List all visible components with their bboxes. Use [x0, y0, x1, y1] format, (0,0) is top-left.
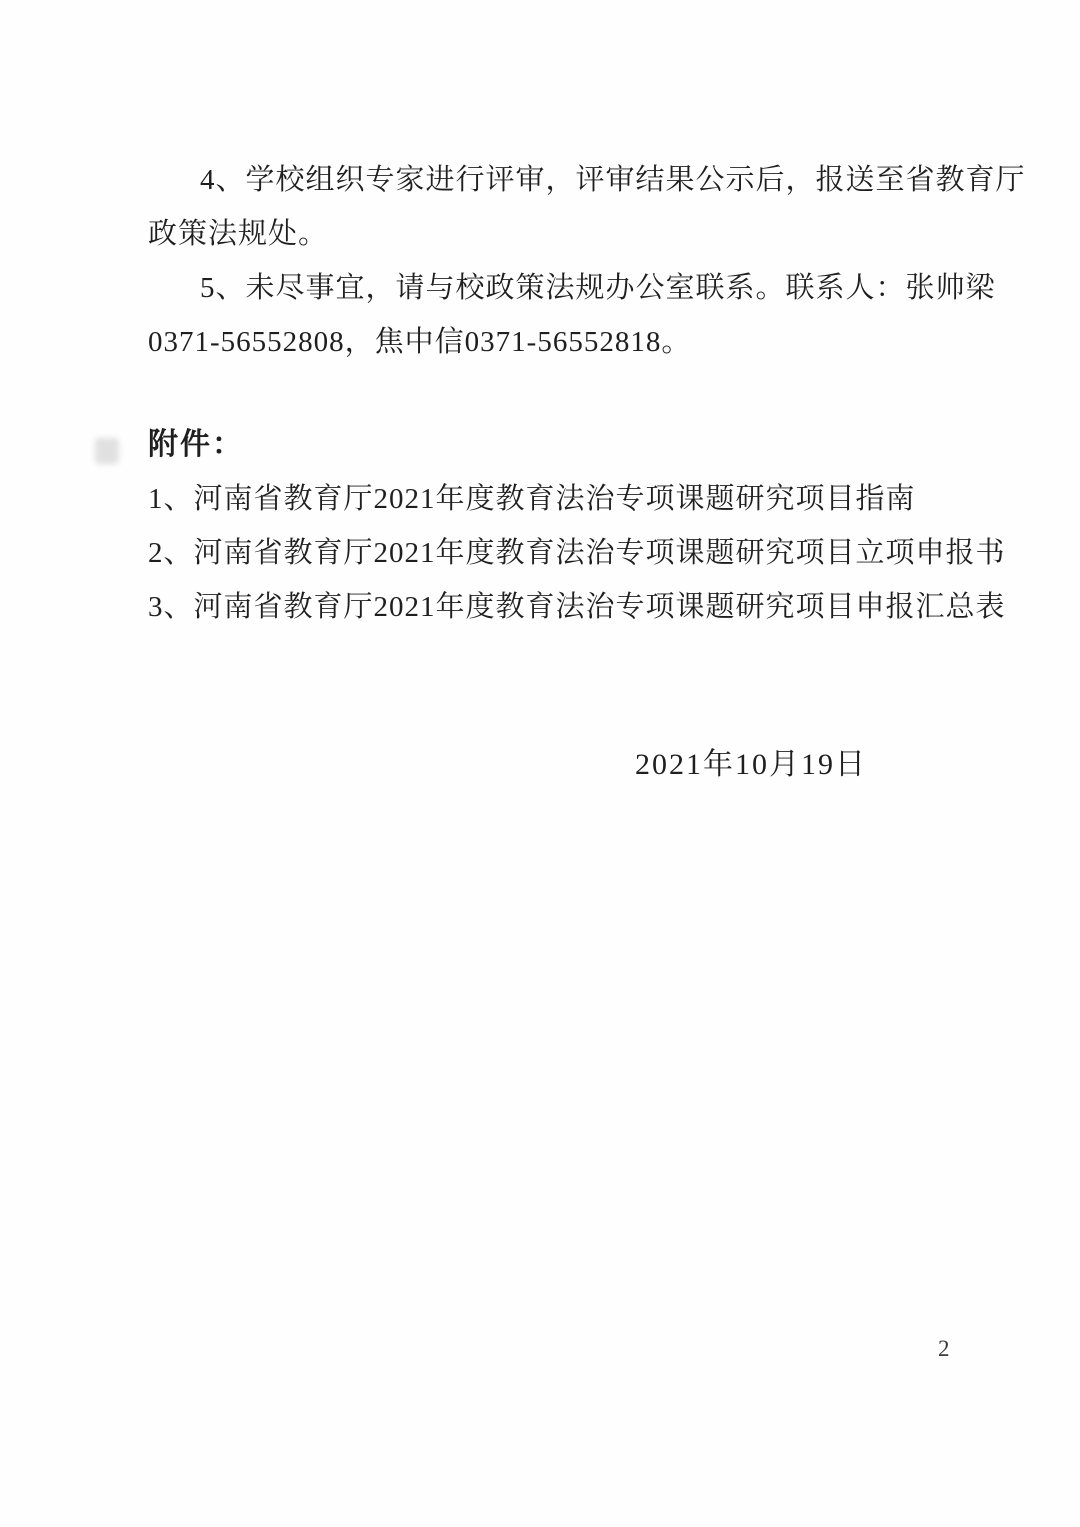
attachment-item-2: 2、河南省教育厅2021年度教育法治专项课题研究项目立项申报书: [148, 537, 1006, 569]
paragraph-4-line-1: 4、学校组织专家进行评审，评审结果公示后，报送至省教育厅: [200, 164, 1026, 196]
paragraph-5-line-2: 0371-56552808，焦中信0371-56552818。: [148, 326, 692, 358]
attachment-item-1: 1、河南省教育厅2021年度教育法治专项课题研究项目指南: [148, 483, 916, 515]
paragraph-5-line-1: 5、未尽事宜，请与校政策法规办公室联系。联系人：张帅梁: [200, 272, 996, 304]
attachment-item-3: 3、河南省教育厅2021年度教育法治专项课题研究项目申报汇总表: [148, 591, 1006, 623]
attachments-heading: 附件：: [148, 428, 244, 461]
page-number: 2: [938, 1336, 950, 1361]
document-content: [148, 153, 1026, 792]
document-date: 2021年10月19日: [635, 748, 867, 781]
scan-smudge-artifact: [95, 438, 119, 464]
paragraph-4-line-2: 政策法规处。: [148, 218, 329, 250]
